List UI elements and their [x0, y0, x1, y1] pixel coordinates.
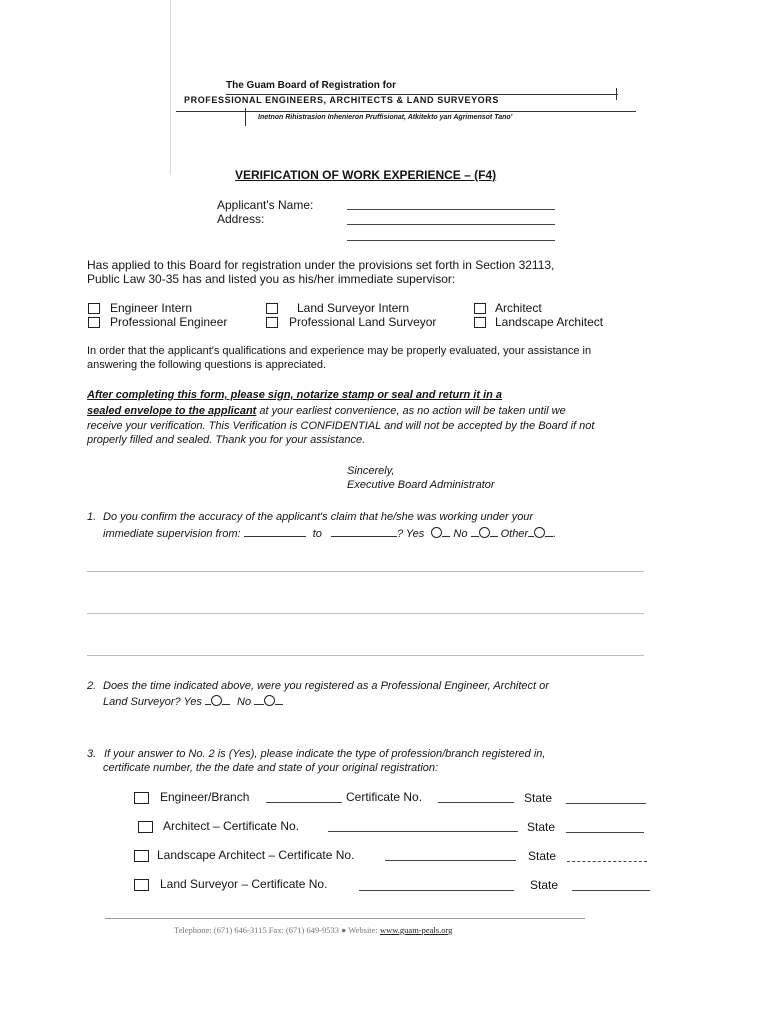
- landscape-architect-state-label: State: [528, 849, 557, 863]
- land-surveyor-state-field[interactable]: [572, 890, 650, 891]
- landscape-architect-cert-checkbox[interactable]: [134, 850, 149, 862]
- q2-no-underline-post: [275, 693, 283, 705]
- assistance-line2: answering the following questions is appreciated.: [87, 359, 327, 371]
- architect-state-field[interactable]: [566, 832, 644, 833]
- q1-yes-underline: [442, 525, 450, 537]
- engineer-branch-checkbox[interactable]: [134, 792, 149, 804]
- q2-yes-underline-post: [222, 693, 230, 705]
- q1-from-label: immediate supervision from:: [103, 528, 241, 540]
- sealed-envelope-text: sealed envelope to the applicant: [87, 405, 257, 417]
- q3-line2: certificate number, the the date and state of your original registration:: [103, 762, 439, 774]
- architect-cert-field[interactable]: [328, 831, 518, 832]
- professional-land-surveyor-label: Professional Land Surveyor: [289, 315, 437, 329]
- q2-number: 2.: [87, 680, 97, 692]
- address-line-2: [347, 240, 555, 241]
- q1-answer-line-1[interactable]: [87, 571, 644, 572]
- engineer-intern-label: Engineer Intern: [110, 301, 193, 315]
- applicant-name-label: Applicant's Name:: [217, 198, 314, 212]
- q1-no-underline-post: [490, 525, 498, 537]
- footer-contact-text: Telephone: (671) 646-3115 Fax: (671) 649-9533 ● Website:: [174, 925, 380, 935]
- address-line-1: [347, 224, 555, 225]
- architect-state-label: State: [527, 820, 556, 834]
- engineer-cert-field[interactable]: [438, 802, 514, 803]
- architect-label: Architect: [495, 301, 542, 315]
- q1-no-label: No: [453, 528, 468, 540]
- landscape-architect-checkbox[interactable]: [474, 317, 486, 328]
- footer-rule: [105, 918, 585, 919]
- instructions-bold-line: After completing this form, please sign, notarize stamp or seal and return it in a: [87, 389, 503, 401]
- land-surveyor-cert-label: Land Surveyor – Certificate No.: [160, 877, 328, 891]
- q1-line2: immediate supervision from: to ? Yes No Other .: [103, 525, 556, 540]
- engineer-state-field[interactable]: [566, 803, 646, 804]
- q1-no-radio[interactable]: [479, 527, 490, 538]
- q2-no-underline-pre: [254, 693, 264, 705]
- q1-to-date-field[interactable]: [331, 525, 397, 537]
- architect-checkbox[interactable]: [474, 303, 486, 314]
- professional-engineer-label: Professional Engineer: [110, 315, 228, 329]
- q1-other-radio[interactable]: [534, 527, 545, 538]
- signoff-signer: Executive Board Administrator: [347, 479, 495, 491]
- q1-to-label: to: [312, 528, 322, 540]
- landscape-architect-state-field[interactable]: [567, 861, 647, 862]
- q1-answer-line-3[interactable]: [87, 655, 644, 656]
- professional-land-surveyor-checkbox[interactable]: [266, 317, 278, 328]
- instructions-line2-rest: at your earliest convenience, as no action will be taken until we: [256, 405, 566, 417]
- q1-other-label: Other: [500, 528, 529, 540]
- footer-contact: [174, 925, 452, 935]
- instructions-line4: properly filled and sealed. Thank you for your assistance.: [87, 434, 366, 446]
- q1-no-underline-pre: [471, 525, 479, 537]
- q1-number: 1.: [87, 511, 97, 523]
- engineer-branch-field[interactable]: [266, 802, 342, 803]
- letterhead: [170, 76, 630, 136]
- q1-yes-label: ? Yes: [396, 528, 425, 540]
- q1-line1: Do you confirm the accuracy of the applicant's claim that he/she was working under your: [103, 511, 534, 523]
- architect-cert-checkbox[interactable]: [138, 821, 153, 833]
- q2-line2: [103, 693, 283, 708]
- land-surveyor-intern-checkbox[interactable]: [266, 303, 278, 314]
- q2-yes-label: Land Surveyor? Yes: [103, 696, 202, 708]
- applicant-name-line: [347, 209, 555, 210]
- architect-cert-label: Architect – Certificate No.: [163, 819, 300, 833]
- instructions-line3: receive your verification. This Verification is CONFIDENTIAL and will not be accepted by the Board if not: [87, 420, 595, 432]
- instructions-line2: [87, 405, 566, 417]
- q3-line1: If your answer to No. 2 is (Yes), please indicate the type of profession/branch registered in,: [104, 748, 546, 760]
- q1-from-date-field[interactable]: [244, 525, 306, 537]
- q2-no-radio[interactable]: [264, 695, 275, 706]
- signoff-closing: Sincerely,: [347, 465, 395, 477]
- engineer-cert-label: Certificate No.: [346, 790, 423, 804]
- landscape-architect-cert-label: Landscape Architect – Certificate No.: [157, 848, 355, 862]
- q2-no-label: No: [237, 696, 252, 708]
- page-title: VERIFICATION OF WORK EXPERIENCE – (F4): [235, 168, 497, 182]
- engineer-intern-checkbox[interactable]: [88, 303, 100, 314]
- q3-number: 3.: [87, 748, 97, 760]
- land-surveyor-cert-field[interactable]: [359, 890, 514, 891]
- q1-other-underline-post: [545, 525, 553, 537]
- land-surveyor-cert-checkbox[interactable]: [134, 879, 149, 891]
- landscape-architect-cert-field[interactable]: [385, 860, 516, 861]
- letterhead-cross-right: [616, 88, 617, 100]
- landscape-architect-label: Landscape Architect: [495, 315, 604, 329]
- engineer-state-label: State: [524, 791, 553, 805]
- q1-yes-radio[interactable]: [431, 527, 442, 538]
- q2-line1: Does the time indicated above, were you registered as a Professional Engineer, Architect or: [103, 680, 549, 692]
- website-link[interactable]: www.guam-peals.org: [379, 925, 453, 935]
- q1-answer-line-2[interactable]: [87, 613, 644, 614]
- q2-yes-radio[interactable]: [211, 695, 222, 706]
- intro-line2: Public Law 30-35 has and listed you as his/her immediate supervisor:: [87, 272, 456, 286]
- letterhead-line1: The Guam Board of Registration for: [226, 80, 397, 91]
- land-surveyor-state-label: State: [530, 878, 559, 892]
- letterhead-cross-left: [245, 108, 246, 126]
- address-label: Address:: [217, 212, 265, 226]
- assistance-line1: In order that the applicant's qualifications and experience may be properly evaluated, your assistance in: [87, 345, 592, 357]
- land-surveyor-intern-label: Land Surveyor Intern: [297, 301, 410, 315]
- letterhead-line3: Inetnon Rihistrasion Inhenieron Pruffisionat, Atkitekto yan Agrimensot Tano': [258, 114, 513, 121]
- engineer-branch-label: Engineer/Branch: [160, 790, 250, 804]
- professional-engineer-checkbox[interactable]: [88, 317, 100, 328]
- intro-line1: Has applied to this Board for registration under the provisions set forth in Section 32113,: [87, 258, 555, 272]
- letterhead-line2: PROFESSIONAL ENGINEERS, ARCHITECTS & LAND SURVEYORS: [184, 95, 499, 105]
